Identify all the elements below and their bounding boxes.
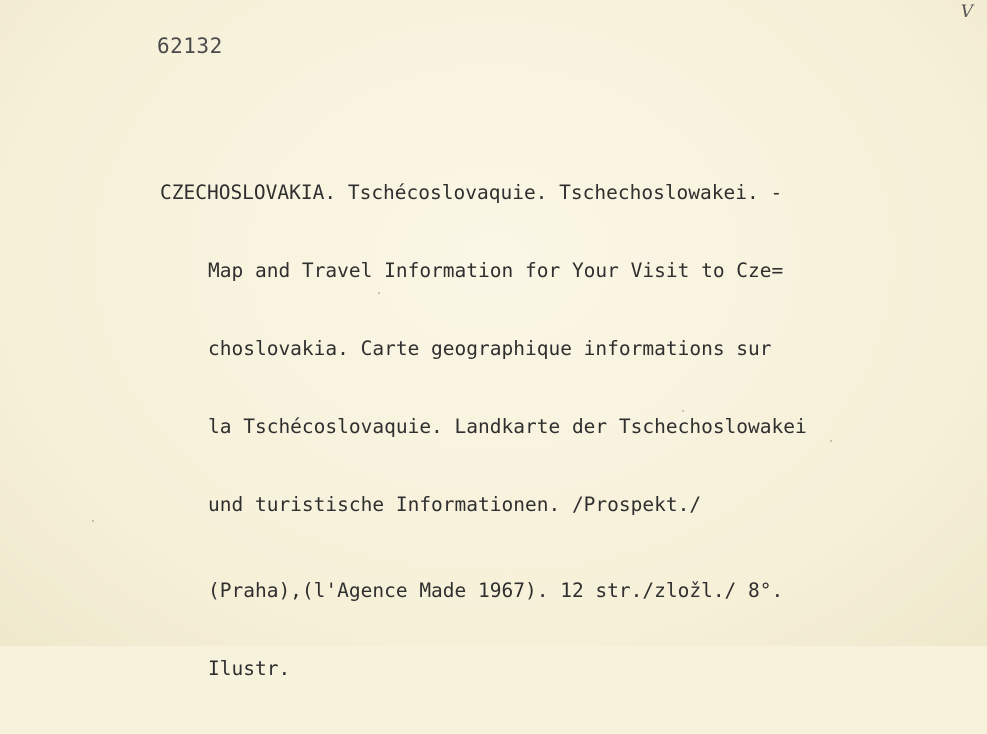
paper-speck	[830, 440, 832, 442]
paper-speck	[92, 520, 94, 522]
paper-speck	[682, 410, 684, 412]
corner-check-mark: V	[960, 2, 973, 22]
paper-speck	[378, 292, 380, 294]
entry-line-2: Map and Travel Information for Your Visit to Cze=	[208, 259, 784, 282]
call-number: 62132	[157, 34, 223, 58]
entry-line-7: Ilustr.	[208, 657, 291, 680]
entry-line-5: und turistische Informationen. /Prospekt./	[208, 493, 702, 516]
entry-line-6: (Praha),(l'Agence Made 1967). 12 str./zložl./ 8°.	[208, 579, 784, 602]
bibliographic-entry	[160, 128, 975, 734]
entry-line-4: la Tschécoslovaquie. Landkarte der Tschechoslowakei	[208, 415, 807, 438]
entry-line-3: choslovakia. Carte geographique informations sur	[208, 337, 772, 360]
entry-line-1: CZECHOSLOVAKIA. Tschécoslovaquie. Tschechoslowakei. -	[160, 181, 783, 204]
